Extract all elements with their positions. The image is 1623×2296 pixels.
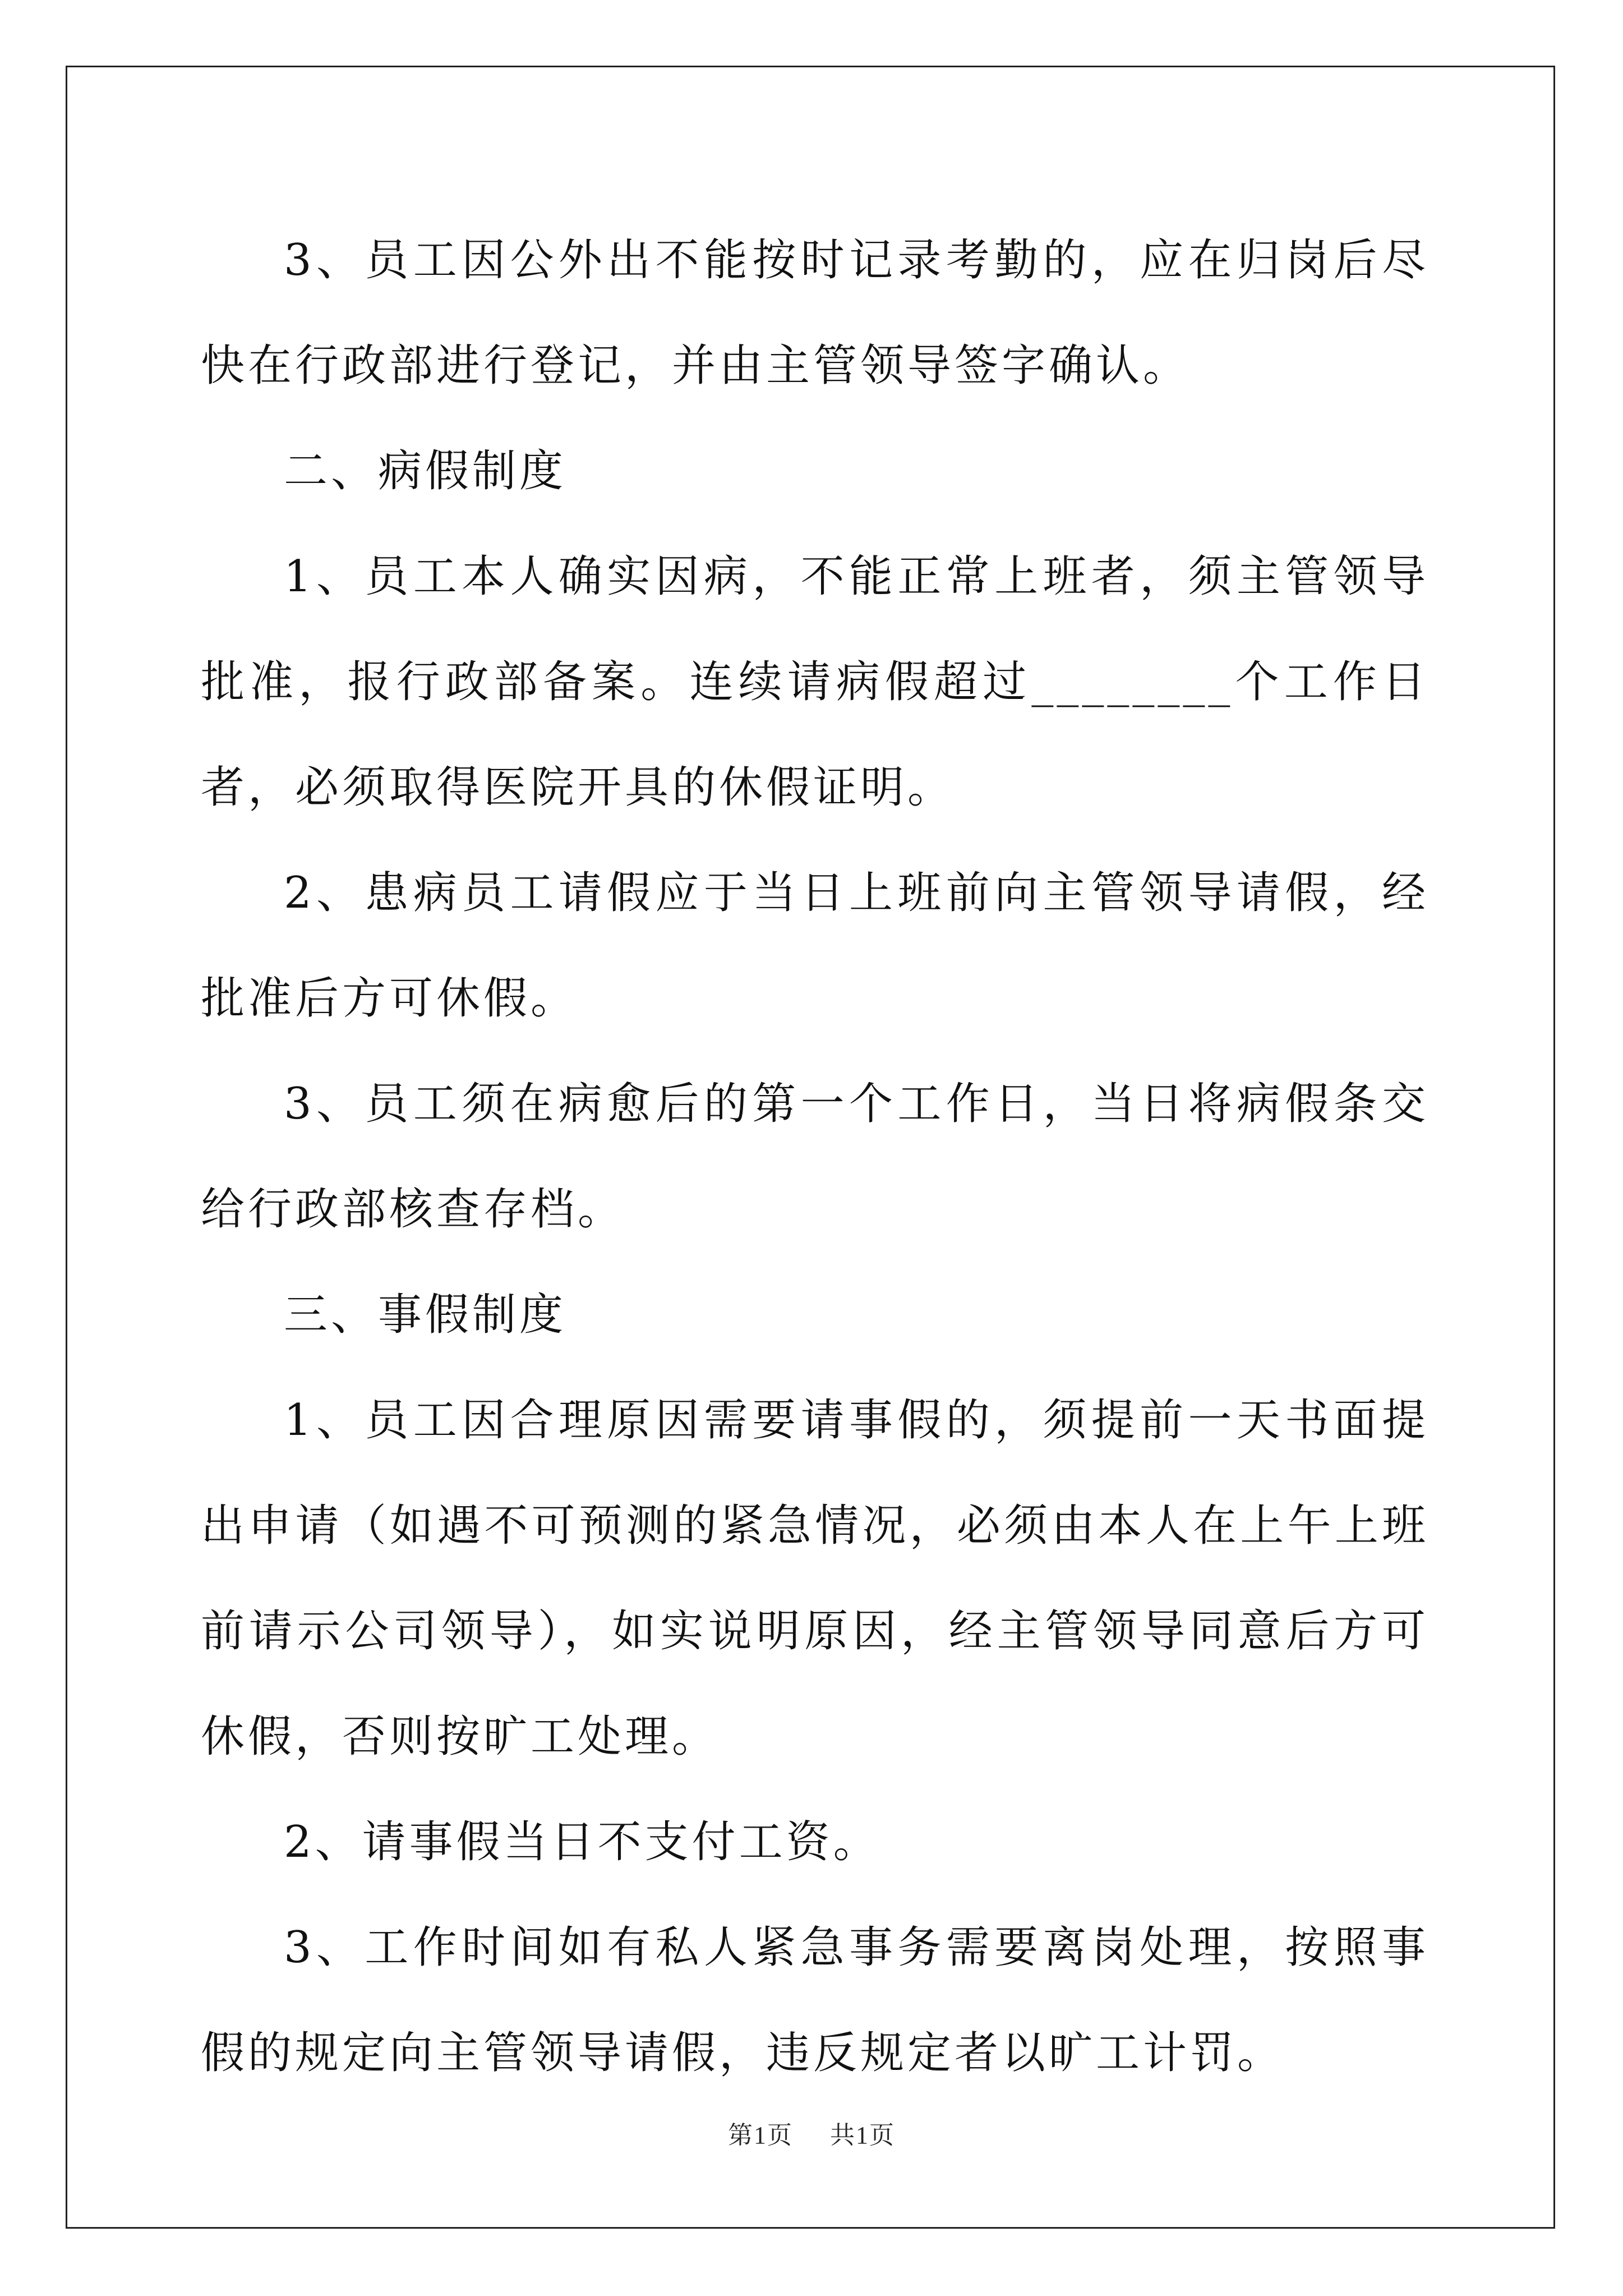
paragraph-personal-leave-3: 3、工作时间如有私人紧急事务需要离岗处理，按照事假的规定向主管领导请假，违反规定者以旷工计罚。 — [201, 1922, 1429, 2078]
page-number: 第1页 — [728, 2122, 793, 2149]
section-heading-personal-leave: 三、事假制度 — [284, 1290, 567, 1340]
page-total: 共1页 — [830, 2122, 895, 2149]
paragraph-personal-leave-1: 1、员工因合理原因需要请事假的，须提前一天书面提出申请（如遇不可预测的紧急情况，必须由本人在上午上班前请示公司领导），如实说明原因，经主管领导同意后方可休假，否则按旷工处理。 — [201, 1395, 1429, 1762]
paragraph-sick-leave-2: 2、患病员工请假应于当日上班前向主管领导请假，经批准后方可休假。 — [201, 868, 1429, 1024]
page-footer — [0, 2115, 1623, 2151]
paragraph-personal-leave-2: 2、请事假当日不支付工资。 — [284, 1817, 880, 1867]
paragraph-sick-leave-1: 1、员工本人确实因病，不能正常上班者，须主管领导批准，报行政部备案。连续请病假超过________个工作日者，必须取得医院开具的休假证明。 — [201, 551, 1429, 813]
document-body — [201, 208, 1429, 2106]
paragraph-attendance-outing: 3、员工因公外出不能按时记录考勤的，应在归岗后尽快在行政部进行登记，并由主管领导签字确认。 — [201, 235, 1429, 391]
paragraph-sick-leave-3: 3、员工须在病愈后的第一个工作日，当日将病假条交给行政部核查存档。 — [201, 1079, 1429, 1235]
section-heading-sick-leave: 二、病假制度 — [284, 446, 567, 496]
